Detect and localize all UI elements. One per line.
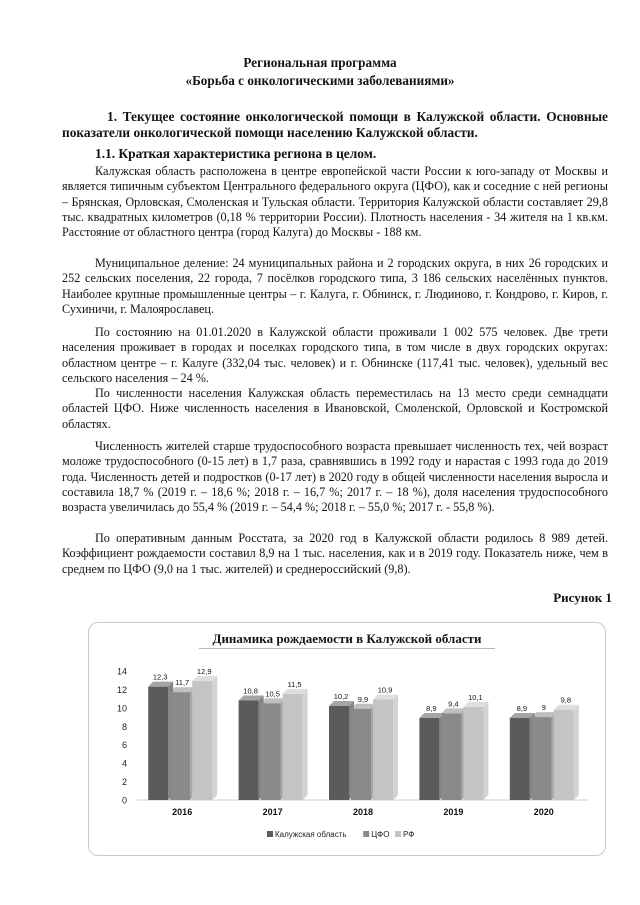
bar [192,681,212,800]
bar [554,710,574,800]
birth-rate-chart [88,622,606,856]
figure-label: Рисунок 1 [553,590,612,605]
bar-side [393,695,398,800]
y-tick-label: 10 [116,703,127,714]
paragraph-population-rank: По численности населения Калужская область переместилась на 13 место среди семнадцати областей ЦФО. Ниже численность населения в Ивановской, Смоленской, Орловской и Костромской областях. [62,386,608,431]
bar [510,718,530,800]
y-tick-label: 4 [121,758,127,769]
bar [261,703,281,800]
bar [329,706,349,800]
data-label: 9,9 [357,694,369,704]
x-tick-label: 2020 [533,807,554,817]
bar [148,687,168,800]
bar [351,709,371,800]
bar-side [303,689,308,800]
legend-label: ЦФО [371,830,390,839]
data-label: 10,2 [333,692,349,702]
bar [441,713,461,800]
y-tick-label: 8 [121,721,127,732]
paragraph-region-location: Калужская область расположена в центре европейской части России к юго-западу от Москвы и является типичным субъектом Центрального федерального округа (ЦФО), как и соседние с ней регионы – Брянская, Орловская, Смоленская и Тульская области. Территория Калужской области составляет 29,8 тыс. квадратных километров (0,18 % территории России). Плотность населения - 34 жителя на 1 кв.км. Расстояние от областного центра (город Калуга) до Москвы - 188 км. [62,164,608,239]
y-tick-label: 6 [121,740,127,751]
data-label: 10,8 [243,686,258,696]
bar [239,700,259,800]
data-label: 10,9 [377,685,393,695]
bar [283,694,303,800]
data-label: 12,3 [152,672,168,682]
bar [373,700,393,800]
paragraph-age-structure: Численность жителей старше трудоспособного возраста превышает численность тех, чей возраст моложе трудоспособного (0-15 лет) в 1,7 раза, сравнявшись в 1992 году и нарастая с 1993 года до 2019 года. Численность детей и подростков (0-17 лет) в 2020 году в общей численности населения выросла и составила 18,7 % (2019 г. – 18,6 %; 2018 г. – 16,7 %; 2017 г. – 18 %), доля населения трудоспособного возраста увеличилась до 55,4 % (2019 г. – 54,4 %; 2018 г. – 55,0 %; 2017 г. - 55,8 %). [62,439,608,514]
data-label: 11,7 [175,678,190,688]
bar-side [212,676,217,800]
paragraph-population: По состоянию на 01.01.2020 в Калужской области проживали 1 002 575 человек. Две трети населения проживает в городах и поселках городского типа, в том числе в двух городских округах: областном центре – г. Калуге (332,04 тыс. человек) и г. Обнинске (117,41 тыс. человек), удельный вес сельского населения – 24 %. [62,325,608,385]
y-tick-label: 14 [116,666,127,677]
data-label: 10,5 [265,689,280,699]
y-tick-label: 2 [121,777,127,788]
y-tick-label: 0 [121,795,127,806]
chart-plot [89,623,605,855]
legend-label: РФ [403,830,415,839]
y-tick-label: 12 [116,684,127,695]
x-tick-label: 2018 [352,807,374,817]
program-title-line1: Региональная программа [243,55,397,70]
legend-swatch [267,831,273,837]
paragraph-birth-rate: По оперативным данным Росстата, за 2020 год в Калужской области родилось 8 989 детей. Коэффициент рождаемости составил 8,9 на 1 тыс. населения, как и в 2019 году. Показатель ниже, чем в среднем по ЦФО (9,0 на 1 тыс. жителей) и среднероссийский (9,8). [62,531,608,576]
bar [170,692,190,800]
program-title-line2: «Борьба с онкологическими заболеваниями» [185,73,455,88]
bar-side [483,702,488,800]
bar [532,717,552,800]
x-tick-label: 2019 [443,807,464,817]
subsection-heading: 1.1. Краткая характеристика региона в целом. [95,146,377,161]
data-label: 8,9 [426,703,437,713]
data-label: 11,5 [287,680,302,690]
bar [419,718,439,800]
legend-label: Калужская область [275,830,347,839]
data-label: 10,1 [468,692,483,702]
bar [463,707,483,800]
x-tick-label: 2017 [262,807,283,817]
legend-swatch [395,831,401,837]
legend-swatch [363,831,369,837]
data-label: 9,8 [560,695,572,705]
paragraph-municipal-division: Муниципальное деление: 24 муниципальных района и 2 городских округа, в них 26 городских и 252 сельских поселения, 22 города, 7 посёлков городского типа, 3 186 сельских населённых пунктов. Наиболее крупные промышленные центры – г. Калуга, г. Обнинск, г. Людиново, г. Кондрово, г. Киров, г. Сухиничи, г. Малоярославец. [62,256,608,316]
data-label: 9 [541,703,546,713]
chart-title: Динамика рождаемости в Калужской области [199,631,496,649]
data-label: 12,9 [196,667,212,677]
bar-side [574,705,579,800]
data-label: 9,4 [448,699,459,709]
x-tick-label: 2016 [172,807,193,817]
data-label: 8,9 [516,703,528,713]
section-heading: 1. Текущее состояние онкологической помощи в Калужской области. Основные показатели онкологической помощи населению Калужской области. [62,109,608,140]
